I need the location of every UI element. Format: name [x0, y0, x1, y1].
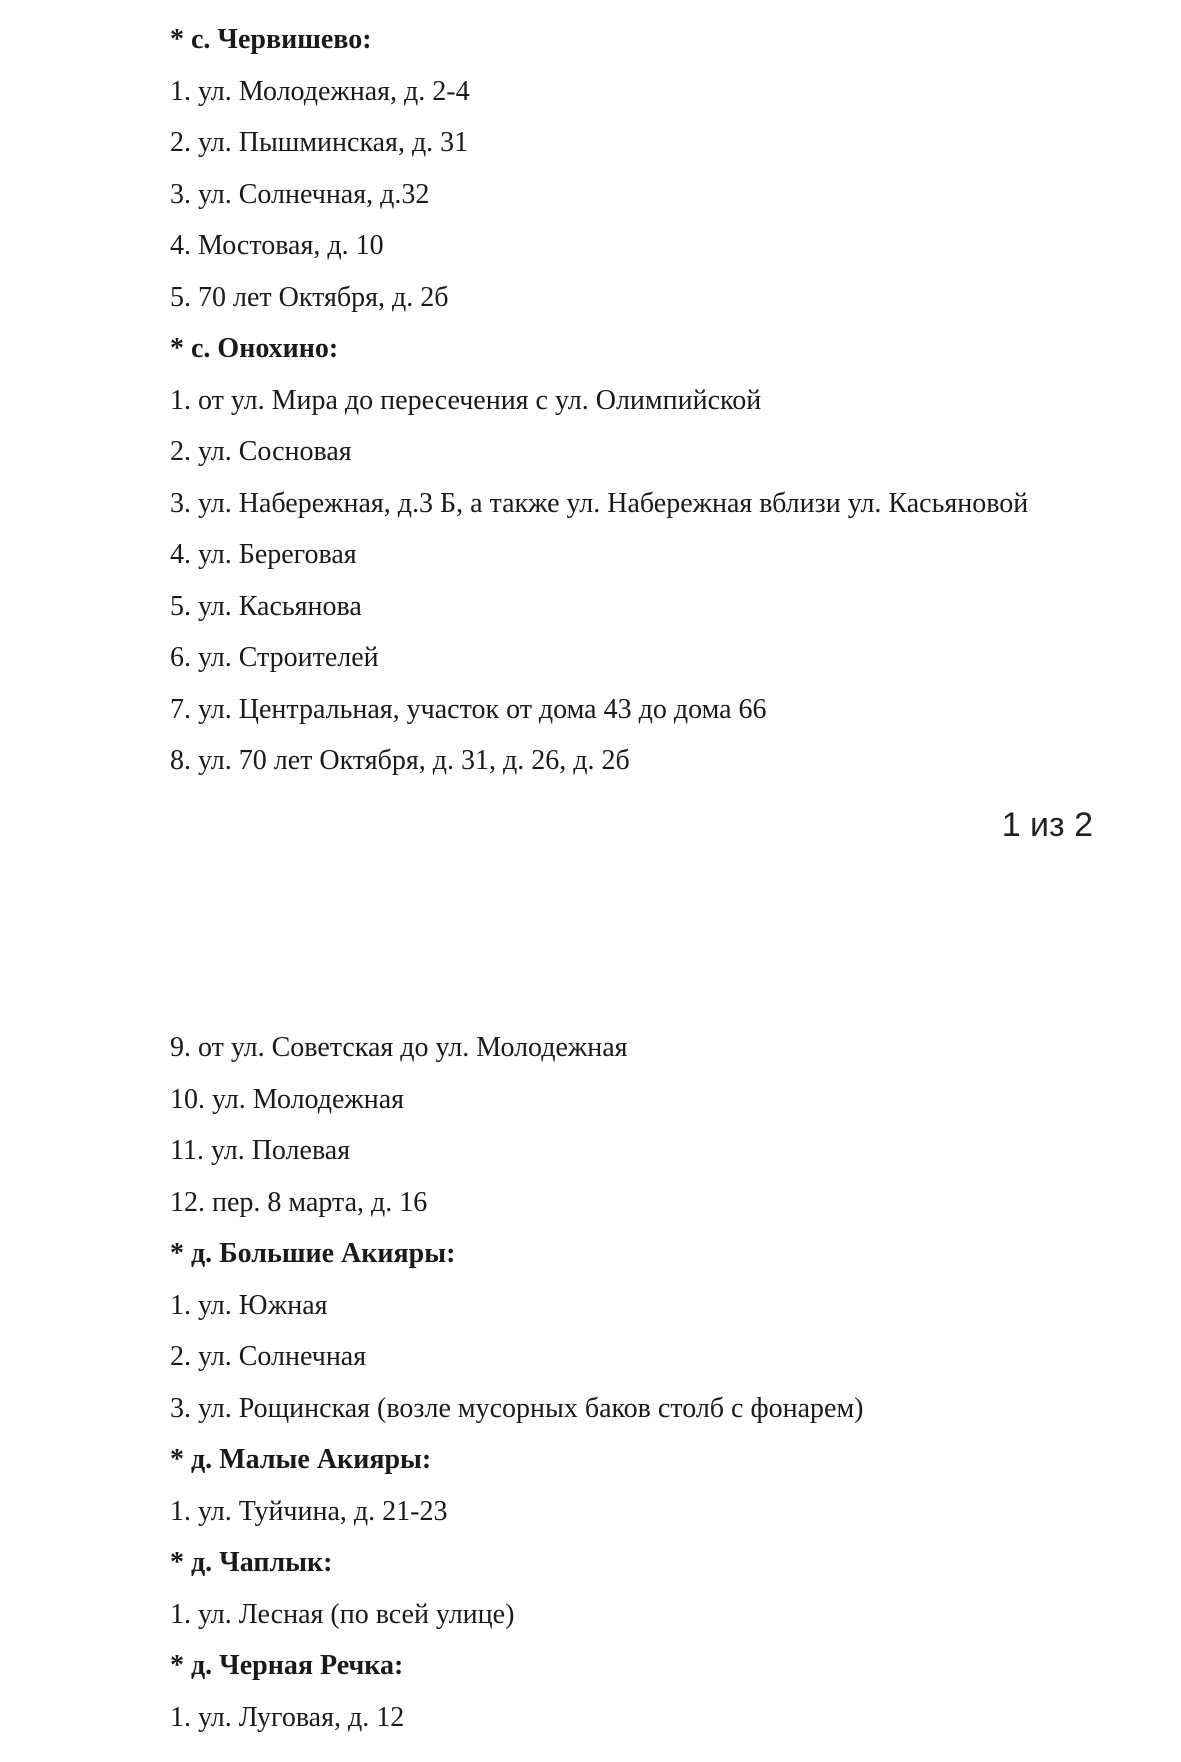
section-heading: * д. Малые Акияры:: [170, 1444, 432, 1475]
list-item: 9. от ул. Советская до ул. Молодежная: [170, 1032, 628, 1063]
section-heading: * с. Онохино:: [170, 333, 339, 364]
list-item: 8. ул. 70 лет Октября, д. 31, д. 26, д. 2б: [170, 745, 630, 776]
list-item: 3. ул. Рощинская (возле мусорных баков столб с фонарем): [170, 1392, 864, 1424]
list-item: 3. ул. Набережная, д.3 Б, а также ул. Набережная вблизи ул. Касьяновой: [170, 487, 1029, 519]
list-item: 12. пер. 8 марта, д. 16: [170, 1186, 428, 1218]
list-item: 1. ул. Луговая, д. 12: [170, 1701, 405, 1733]
list-item: 1. ул. Лесная (по всей улице): [170, 1598, 515, 1630]
section-heading: * д. Черная Речка:: [170, 1650, 404, 1681]
list-item: 7. ул. Центральная, участок от дома 43 до дома 66: [170, 693, 767, 725]
list-item: 2. ул. Сосновая: [170, 436, 352, 467]
section-heading: * д. Большие Акияры:: [170, 1238, 456, 1269]
list-item: 4. ул. Береговая: [170, 539, 357, 570]
list-item: 1. от ул. Мира до пересечения с ул. Олимпийской: [170, 384, 762, 416]
page-indicator: 1 из 2: [1001, 806, 1093, 844]
list-item: 1. ул. Молодежная, д. 2-4: [170, 75, 470, 107]
list-item: 2. ул. Солнечная: [170, 1341, 367, 1372]
list-item: 3. ул. Солнечная, д.32: [170, 178, 430, 210]
document-page-1: [170, 14, 1130, 787]
list-item: 2. ул. Пышминская, д. 31: [170, 127, 469, 158]
list-item: 1. ул. Туйчина, д. 21-23: [170, 1495, 448, 1527]
list-item: 5. ул. Касьянова: [170, 590, 362, 622]
list-item: 1. ул. Южная: [170, 1289, 328, 1321]
list-item: 11. ул. Полевая: [170, 1135, 351, 1166]
section-heading: * с. Червишево:: [170, 24, 372, 55]
list-item: 10. ул. Молодежная: [170, 1083, 405, 1115]
list-item: 4. Мостовая, д. 10: [170, 230, 384, 261]
list-item: 5. 70 лет Октября, д. 2б: [170, 281, 449, 313]
section-heading: * д. Чаплык:: [170, 1547, 333, 1578]
document-page-2: [170, 1022, 1130, 1743]
list-item: 6. ул. Строителей: [170, 642, 379, 673]
